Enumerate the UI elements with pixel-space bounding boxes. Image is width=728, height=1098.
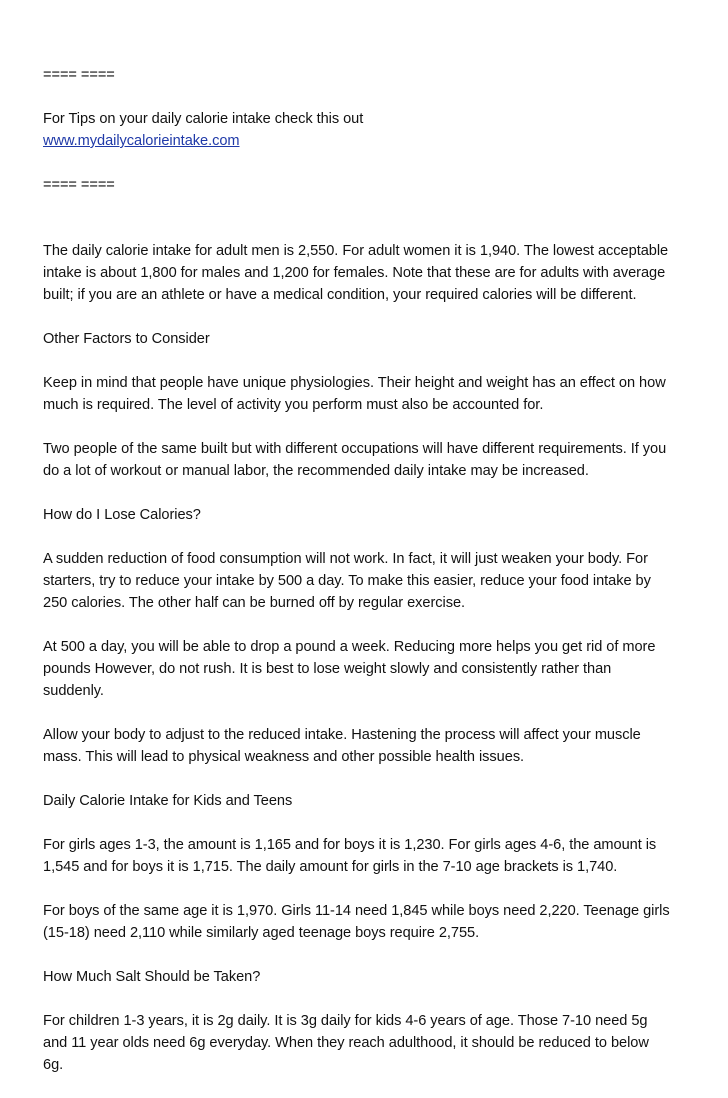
separator-top: ==== ==== bbox=[43, 67, 115, 83]
spacer bbox=[43, 86, 693, 108]
heading-salt bbox=[43, 966, 693, 988]
text-line: Two people of the same built but with different occupations will have different requirements. If you bbox=[43, 441, 667, 457]
section-heading: Other Factors to Consider bbox=[43, 331, 210, 347]
spacer bbox=[43, 152, 693, 174]
paragraph-teens bbox=[43, 900, 693, 944]
heading-other-factors bbox=[43, 328, 693, 350]
document-page bbox=[43, 64, 693, 1098]
section-heading: How do I Lose Calories? bbox=[43, 507, 201, 523]
section-heading: How Much Salt Should be Taken? bbox=[43, 969, 261, 985]
separator-bottom: ==== ==== bbox=[43, 177, 115, 193]
text-line: do a lot of workout or manual labor, the recommended daily intake may be increased. bbox=[43, 463, 589, 479]
paragraph-adjust-intake bbox=[43, 724, 693, 768]
text-line: Keep in mind that people have unique physiologies. Their height and weight has an effect on how bbox=[43, 375, 666, 391]
text-line: The daily calorie intake for adult men is 2,550. For adult women it is 1,940. The lowest acceptable bbox=[43, 243, 669, 259]
text-line: and 11 year olds need 6g everyday. When they reach adulthood, it should be reduced to below bbox=[43, 1035, 649, 1051]
section-heading: Daily Calorie Intake for Kids and Teens bbox=[43, 793, 293, 809]
heading-lose-calories bbox=[43, 504, 693, 526]
heading-kids-teens bbox=[43, 790, 693, 812]
text-line: mass. This will lead to physical weakness and other possible health issues. bbox=[43, 749, 525, 765]
paragraph-daily-intake bbox=[43, 240, 693, 306]
text-line: starters, try to reduce your intake by 500 a day. To make this easier, reduce your food intake by bbox=[43, 573, 651, 589]
paragraph-girls-boys-young bbox=[43, 834, 693, 878]
text-line: intake is about 1,800 for males and 1,200 for females. Note that these are for adults with average bbox=[43, 265, 666, 281]
text-line: For girls ages 1-3, the amount is 1,165 and for boys it is 1,230. For girls ages 4-6, the amount is bbox=[43, 837, 657, 853]
paragraph-sudden-reduction bbox=[43, 548, 693, 614]
text-line: 1,545 and for boys it is 1,715. The daily amount for girls in the 7-10 age brackets is 1,740. bbox=[43, 859, 618, 875]
paragraph-occupations bbox=[43, 438, 693, 482]
text-line: suddenly. bbox=[43, 683, 104, 699]
text-line: built; if you are an athlete or have a medical condition, your required calories will be different. bbox=[43, 287, 637, 303]
text-line: much is required. The level of activity you perform must also be accounted for. bbox=[43, 397, 544, 413]
text-line: For boys of the same age it is 1,970. Girls 11-14 need 1,845 while boys need 2,220. Teenage girls bbox=[43, 903, 670, 919]
text-line: Allow your body to adjust to the reduced intake. Hastening the process will affect your muscle bbox=[43, 727, 641, 743]
paragraph-physiologies bbox=[43, 372, 693, 416]
tips-text: For Tips on your daily calorie intake check this out bbox=[43, 111, 364, 127]
text-line: pounds However, do not rush. It is best to lose weight slowly and consistently rather than bbox=[43, 661, 612, 677]
text-line: A sudden reduction of food consumption will not work. In fact, it will just weaken your body. For bbox=[43, 551, 648, 567]
text-line: 250 calories. The other half can be burned off by regular exercise. bbox=[43, 595, 466, 611]
text-line: For children 1-3 years, it is 2g daily. It is 3g daily for kids 4-6 years of age. Those 7-10 need 5g bbox=[43, 1013, 648, 1029]
text-line: (15-18) need 2,110 while similarly aged teenage boys require 2,755. bbox=[43, 925, 480, 941]
spacer bbox=[43, 196, 693, 240]
tips-link-line bbox=[43, 130, 693, 152]
paragraph-salt-amounts bbox=[43, 1010, 693, 1076]
calorie-intake-link[interactable]: www.mydailycalorieintake.com bbox=[43, 133, 240, 149]
text-line: 6g. bbox=[43, 1057, 64, 1073]
text-line: At 500 a day, you will be able to drop a pound a week. Reducing more helps you get rid of more bbox=[43, 639, 656, 655]
paragraph-pound-a-week bbox=[43, 636, 693, 702]
